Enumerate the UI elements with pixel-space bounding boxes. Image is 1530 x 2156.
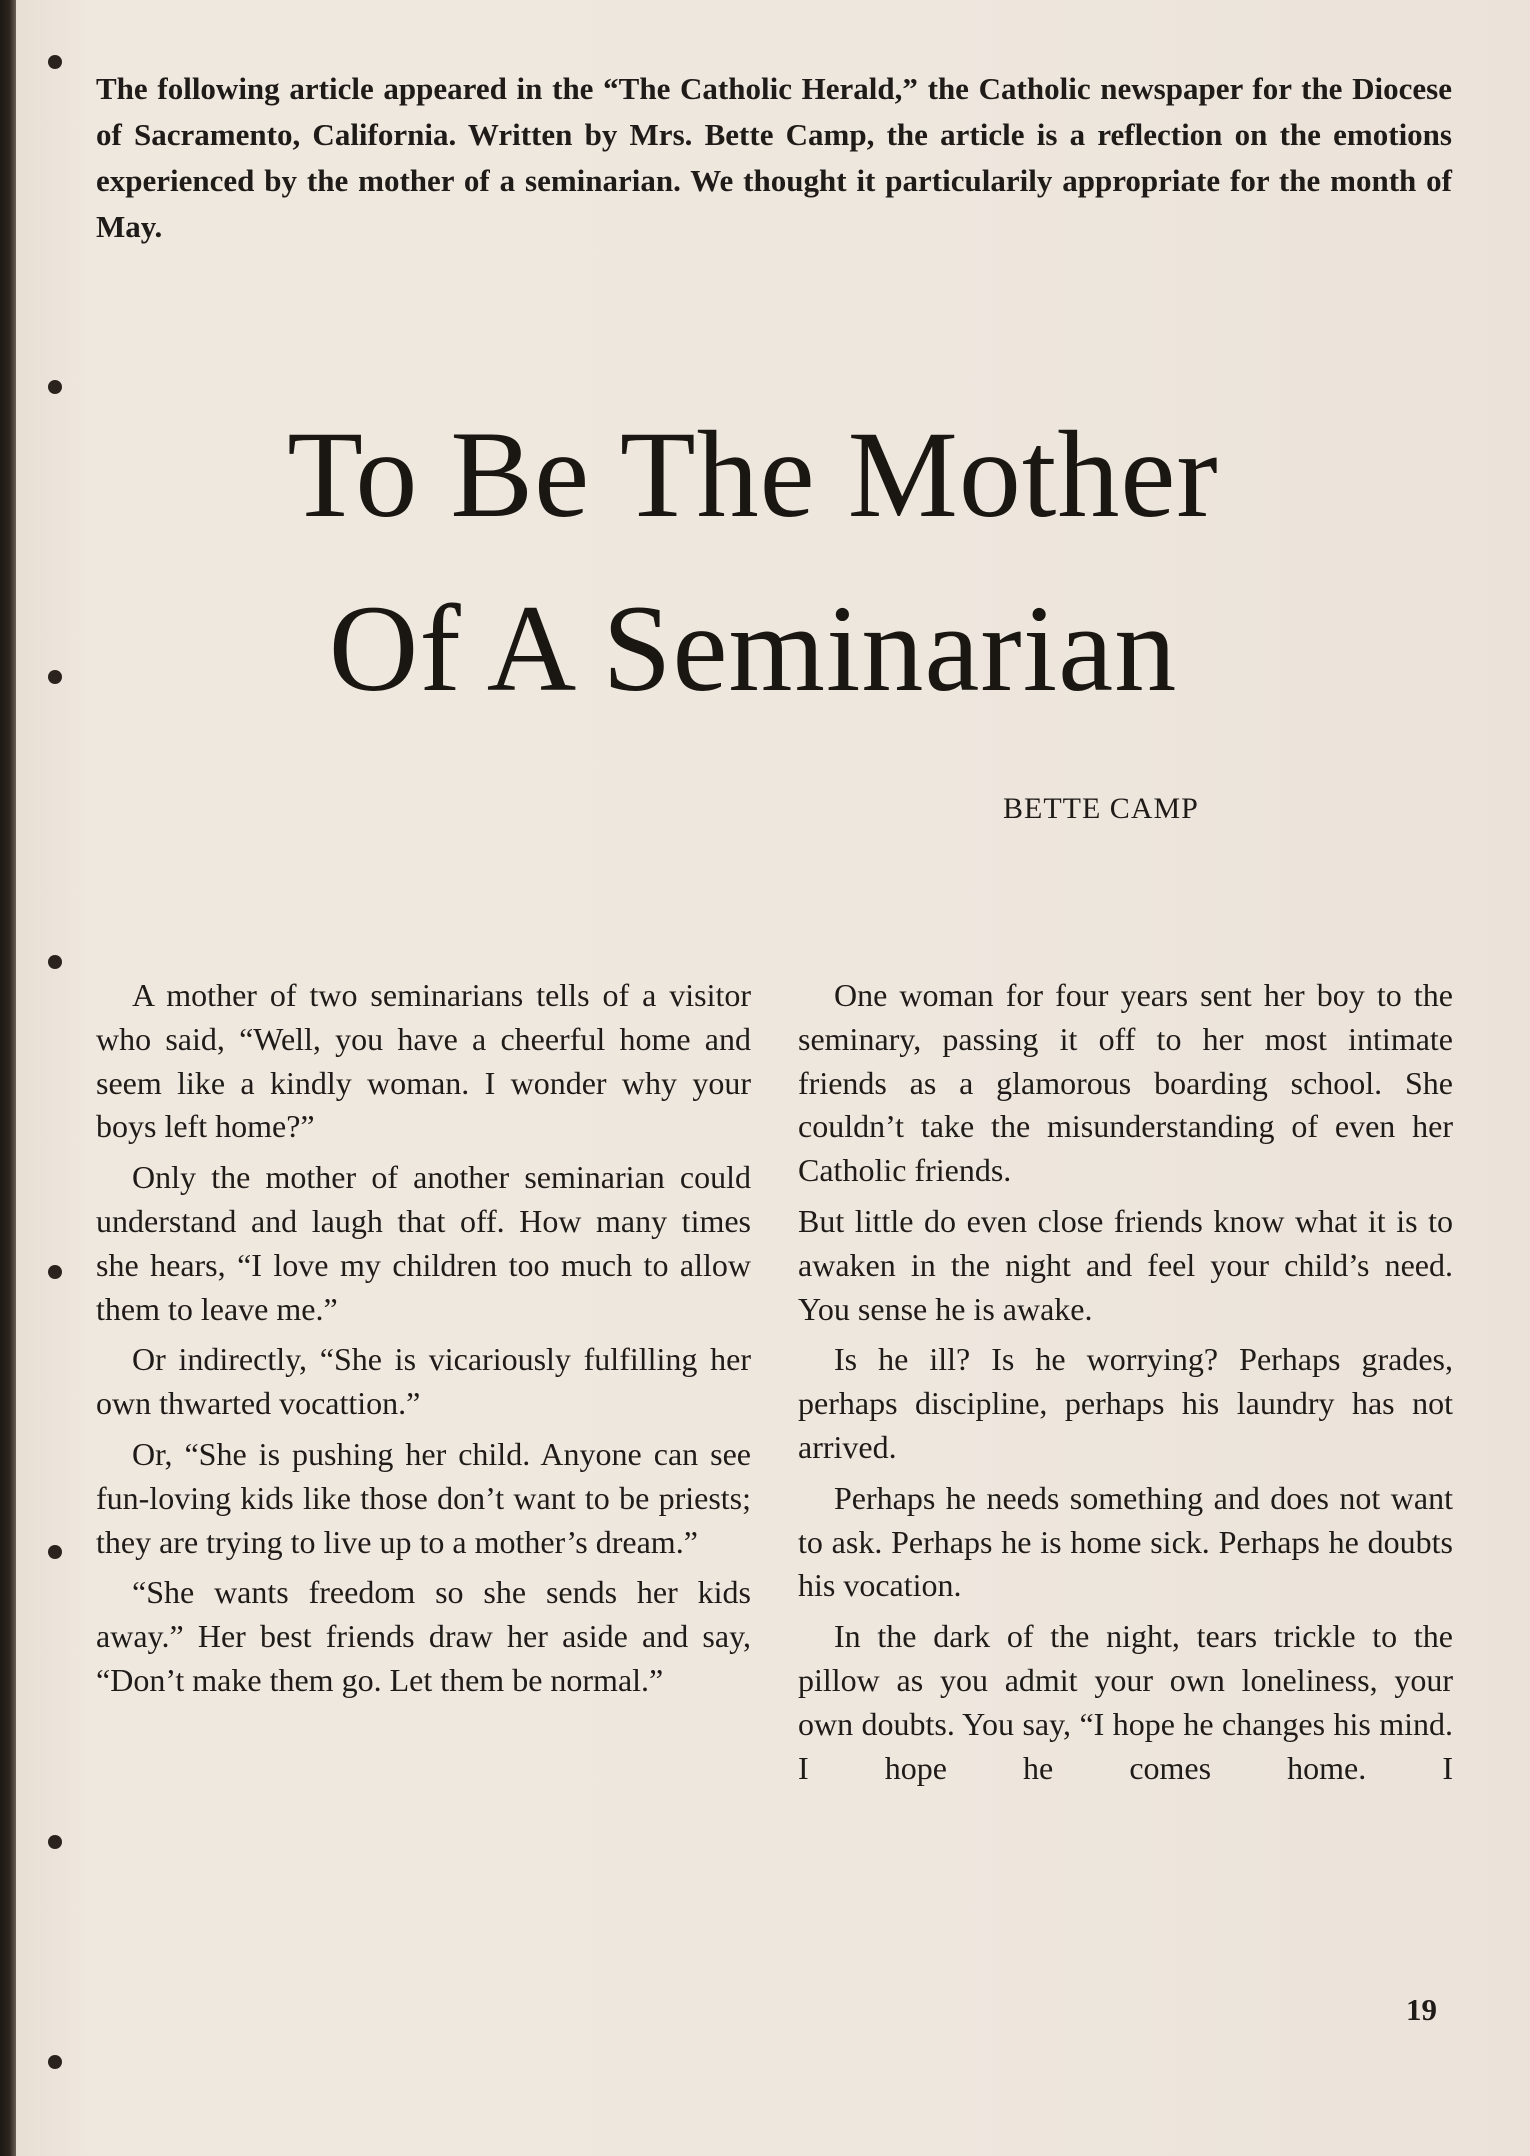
punch-hole bbox=[48, 380, 62, 394]
punch-hole bbox=[48, 1545, 62, 1559]
binding-edge bbox=[0, 0, 16, 2156]
paragraph: “She wants freedom so she sends her kids away.” Her best friends draw her aside and say, “Don’t make them go. Let them be normal.” bbox=[96, 1574, 751, 1698]
paragraph: In the dark of the night, tears trickle to the pillow as you admit your own loneliness, your own doubts. You say, “I hope he changes his mind. I hope he comes home. I bbox=[798, 1618, 1453, 1786]
paragraph: Or, “She is pushing her child. Anyone can see fun-loving kids like those don’t want to be priests; they are trying to live up to a mother’s dream.” bbox=[96, 1435, 751, 1560]
paragraph: One woman for four years sent her boy to the seminary, passing it off to her most intimate friends as a glamorous boarding school. She couldn’t take the misunderstanding of even her Catholic friends. bbox=[798, 977, 1453, 1189]
paragraph: Is he ill? Is he worrying? Perhaps grades, perhaps discipline, perhaps his laundry has not arrived. bbox=[798, 1341, 1453, 1465]
punch-hole bbox=[48, 55, 62, 69]
paragraph: But little do even close friends know what it is to awaken in the night and feel your child’s need. You sense he is awake. bbox=[798, 1202, 1453, 1327]
author-byline: BETTE CAMP bbox=[1003, 792, 1199, 825]
paragraph: Or indirectly, “She is vicariously fulfilling her own thwarted vocattion.” bbox=[96, 1341, 751, 1422]
intro-paragraph: The following article appeared in the “The Catholic Herald,” the Catholic newspaper for the Diocese of Sacramento, California. Written by Mrs. Bette Camp, the article is a reflection on the emotions experienced by the mother of a seminarian. We thought it particularily appropriate for the month of May. bbox=[96, 71, 1452, 244]
punch-hole bbox=[48, 2055, 62, 2069]
paragraph: A mother of two seminarians tells of a visitor who said, “Well, you have a cheerful home and seem like a kindly woman. I wonder why your boys left home?” bbox=[96, 977, 751, 1145]
article-title-line-1: To Be The Mother bbox=[287, 406, 1219, 543]
article-title-line-2: Of A Seminarian bbox=[328, 580, 1178, 717]
punch-hole bbox=[48, 1835, 62, 1849]
paragraph: Perhaps he needs something and does not want to ask. Perhaps he is home sick. Perhaps he doubts his vocation. bbox=[798, 1479, 1453, 1604]
punch-hole bbox=[48, 1265, 62, 1279]
left-column bbox=[96, 974, 751, 1710]
right-column bbox=[798, 974, 1453, 1797]
paragraph: Only the mother of another seminarian could understand and laugh that off. How many times she hears, “I love my children too much to allow them to leave me.” bbox=[96, 1159, 751, 1327]
punch-hole bbox=[48, 955, 62, 969]
page-number: 19 bbox=[1406, 1992, 1437, 2027]
